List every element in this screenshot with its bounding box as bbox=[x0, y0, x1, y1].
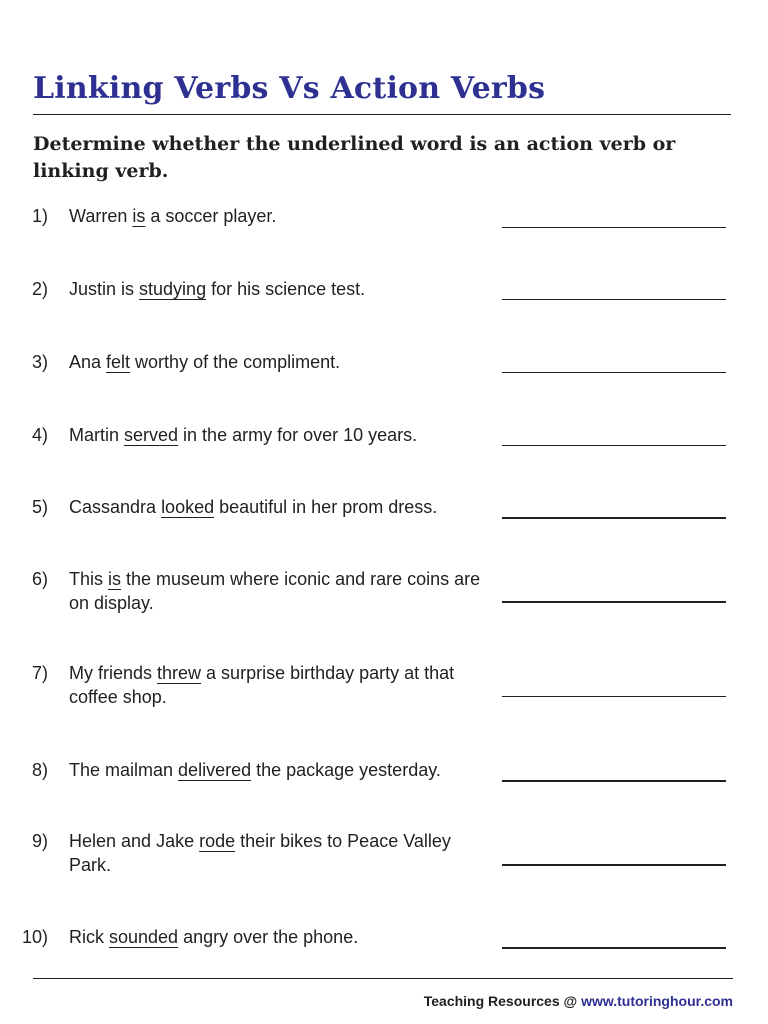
answer-line[interactable] bbox=[502, 227, 726, 228]
question-7 bbox=[0, 661, 768, 721]
answer-line[interactable] bbox=[502, 864, 726, 866]
title-divider bbox=[33, 114, 731, 115]
underlined-verb: delivered bbox=[178, 760, 252, 780]
underlined-verb: looked bbox=[161, 497, 215, 517]
question-number: 1) bbox=[31, 206, 48, 226]
question-number: 2) bbox=[31, 279, 48, 299]
question-5 bbox=[0, 495, 768, 555]
question-number: 6) bbox=[31, 569, 48, 589]
question-text: Warren is a soccer player. bbox=[69, 206, 277, 226]
question-3 bbox=[0, 350, 768, 410]
answer-line[interactable] bbox=[502, 601, 726, 603]
underlined-verb: sounded bbox=[109, 927, 179, 947]
question-6 bbox=[0, 567, 768, 627]
underlined-verb: threw bbox=[157, 663, 202, 683]
underlined-verb: served bbox=[124, 425, 179, 445]
question-text: This is the museum where iconic and rare coins are on display. bbox=[69, 569, 481, 613]
footer-credit bbox=[424, 992, 733, 1010]
question-4 bbox=[0, 423, 768, 483]
question-text: Rick sounded angry over the phone. bbox=[69, 927, 359, 947]
underlined-verb: is bbox=[108, 569, 122, 589]
question-10 bbox=[0, 925, 768, 985]
question-text: Helen and Jake rode their bikes to Peace Valley Park. bbox=[69, 831, 451, 875]
answer-line[interactable] bbox=[502, 445, 726, 446]
question-text: The mailman delivered the package yesterday. bbox=[69, 760, 441, 780]
question-number: 4) bbox=[31, 425, 48, 445]
question-number: 8) bbox=[31, 760, 48, 780]
footer-divider bbox=[33, 978, 733, 979]
instructions: Determine whether the underlined word is an action verb or linking verb. bbox=[33, 133, 676, 182]
underlined-verb: studying bbox=[139, 279, 207, 299]
question-8 bbox=[0, 758, 768, 818]
question-number: 10) bbox=[21, 927, 48, 947]
answer-line[interactable] bbox=[502, 780, 726, 782]
question-text: Cassandra looked beautiful in her prom dress. bbox=[69, 497, 438, 517]
answer-line[interactable] bbox=[502, 696, 726, 697]
question-text: Martin served in the army for over 10 years. bbox=[69, 425, 418, 445]
question-number: 3) bbox=[31, 352, 48, 372]
answer-line[interactable] bbox=[502, 947, 726, 949]
question-1 bbox=[0, 204, 768, 264]
answer-line[interactable] bbox=[502, 372, 726, 373]
worksheet-title: Linking Verbs Vs Action Verbs bbox=[33, 71, 546, 106]
question-9 bbox=[0, 829, 768, 889]
question-number: 9) bbox=[31, 831, 48, 851]
underlined-verb: felt bbox=[106, 352, 131, 372]
underlined-verb: is bbox=[132, 206, 146, 226]
question-number: 7) bbox=[31, 663, 48, 683]
question-text: Ana felt worthy of the compliment. bbox=[69, 352, 341, 372]
question-2 bbox=[0, 277, 768, 337]
answer-line[interactable] bbox=[502, 299, 726, 300]
underlined-verb: rode bbox=[199, 831, 236, 851]
question-number: 5) bbox=[31, 497, 48, 517]
footer-label: Teaching Resources @ bbox=[423, 993, 582, 1009]
answer-line[interactable] bbox=[502, 517, 726, 519]
question-text: My friends threw a surprise birthday party at that coffee shop. bbox=[69, 663, 455, 707]
footer-site-link[interactable]: www.tutoringhour.com bbox=[581, 993, 733, 1009]
question-text: Justin is studying for his science test. bbox=[69, 279, 366, 299]
